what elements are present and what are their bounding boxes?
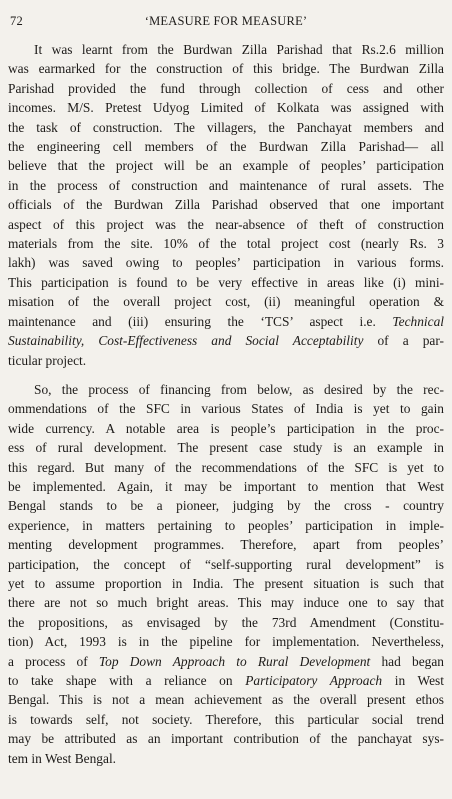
text-line: the engineering cell members of the Burdwan Zilla Parishad— all [8, 139, 444, 155]
text-line: officials of the Burdwan Zilla Parishad observed that one important [8, 197, 444, 213]
text-line: menting development programmes. Therefore, apart from peoples’ [8, 537, 444, 553]
text-line: ommendations of the SFC in various States of India is yet to gain [8, 401, 444, 417]
text-line: incomes. M/S. Pretest Udyog Limited of Kolkata was assigned with [8, 100, 444, 116]
text-line: in the process of construction and maintenance of rural assets. The [8, 177, 444, 193]
text-line: is towards self, not society. Therefore, this particular social trend [8, 711, 444, 727]
text-line: participation, the concept of “self-supporting rural development” is [8, 556, 444, 572]
page-number: 72 [10, 14, 23, 28]
text-line: tem in West Bengal. [8, 750, 117, 766]
text-line: So, the process of financing from below, as desired by the rec- [34, 381, 444, 397]
text-line: this regard. But many of the recommendations of the SFC is yet to [8, 459, 444, 475]
text-line: believe that the project will be an example of peoples’ participation [8, 158, 444, 174]
text-line: was earmarked for the construction of this bridge. The Burdwan Zilla [8, 61, 444, 77]
text-line: misation of the overall project cost, (ii) meaningful operation & [8, 294, 444, 310]
text-line: aspect of this project was the near-absence of theft of construction [8, 216, 444, 232]
text-line: experience, in matters pertaining to peoples’ participation in imple- [8, 517, 444, 533]
text-line: tion) Act, 1993 is in the pipeline for implementation. Nevertheless, [8, 634, 444, 650]
text-line: be implemented. Again, it may be important to mention that West [8, 478, 444, 494]
text-line: Bengal stands to be a pioneer, judging by the cross - country [8, 498, 444, 514]
text-line: Sustainability, Cost-Effectiveness and Social Acceptability of a par- [8, 333, 444, 349]
body-text [8, 40, 444, 768]
running-head: ‘MEASURE FOR MEASURE’ [144, 14, 308, 28]
text-line: ticular project. [8, 352, 87, 368]
text-line: materials from the site. 10% of the total project cost (nearly Rs. 3 [8, 236, 444, 252]
text-line: maintenance and (iii) ensuring the ‘TCS’ aspect i.e. Technical [8, 313, 444, 329]
text-line: Parishad provided the fund through collection of cess and other [8, 80, 444, 96]
text-line: yet to assume proportion in India. The present situation is such that [8, 575, 444, 591]
text-line: lakh) was saved owing to peoples’ participation in various forms. [8, 255, 444, 271]
page-header [10, 14, 442, 32]
text-line: wide currency. A notable area is people’s participation in the proc- [8, 420, 444, 436]
paragraph [8, 40, 444, 370]
text-line: It was learnt from the Burdwan Zilla Parishad that Rs.2.6 million [34, 42, 444, 57]
text-line: the task of construction. The villagers, the Panchayat members and [8, 119, 444, 135]
text-line: ess of rural development. The present case study is an example in [8, 440, 444, 456]
text-line: may be attributed as an important contribution of the panchayat sys- [8, 731, 444, 747]
text-line: the propositions, as envisaged by the 73rd Amendment (Constitu- [8, 614, 444, 630]
text-line: to take shape with a reliance on Participatory Approach in West [8, 673, 444, 688]
text-line: there are not so much bright areas. This may induce one to say that [8, 595, 444, 611]
paragraph [8, 380, 444, 768]
text-line: Bengal. This is not a mean achievement as the overall present ethos [8, 692, 444, 708]
text-line: This participation is found to be very effective in areas like (i) mini- [8, 274, 444, 290]
text-line: a process of Top Down Approach to Rural Development had began [8, 653, 444, 669]
